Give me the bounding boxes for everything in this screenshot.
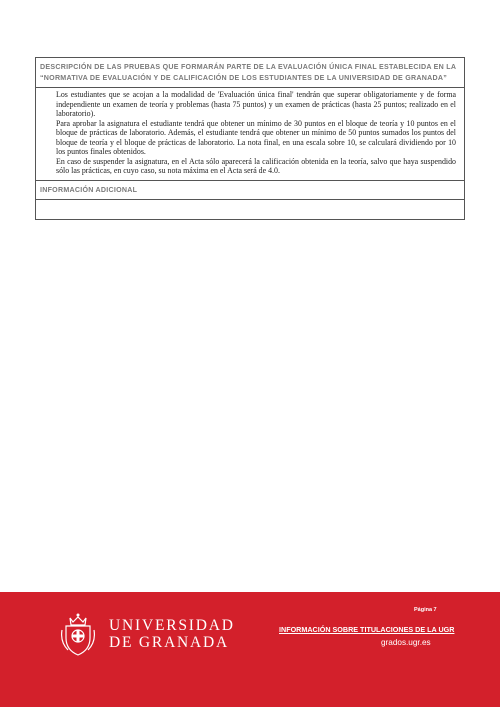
- paragraph: En caso de suspender la asignatura, en el Acta sólo aparecerá la calificación obtenida en la teoría, salvo que haya suspendido sólo las prácticas, en cuyo caso, su nota máxima en el Acta será de 4.0.: [56, 156, 456, 175]
- evaluation-description: [36, 88, 464, 180]
- paragraph: Los estudiantes que se acojan a la modalidad de 'Evaluación única final' tendrán que superar obligatoriamente y de forma independiente un examen de teoría y problemas (hasta 75 puntos) y un examen de prácticas (hasta 25 puntos; realizado en el laboratorio).: [56, 90, 456, 118]
- page-number: Página 7: [414, 607, 437, 613]
- section-heading-evaluation: DESCRIPCIÓN DE LAS PRUEBAS QUE FORMARÁN PARTE DE LA EVALUACIÓN ÚNICA FINAL ESTABLECIDA EN LA “NORMATIVA DE EVALUACIÓN Y DE CALIFICACIÓN DE LOS ESTUDIANTES DE LA UNIVERSIDAD DE GRANADA”: [40, 63, 456, 82]
- university-name-line2: DE GRANADA: [109, 634, 230, 651]
- university-name-line1: UNIVERSIDAD: [109, 617, 235, 634]
- page-footer: [0, 592, 500, 707]
- paragraph: Para aprobar la asignatura el estudiante tendrá que obtener un mínimo de 30 puntos en el bloque de teoría y 10 puntos en el bloque de prácticas de laboratorio. Además, el estudiante tendrá que obtener un mínimo de 50 puntos sumados los puntos del bloque de teoría y el bloque de prácticas de laboratorio. La nota final, en una escala sobre 10, se calculará dividiendo por 10 los puntos finales obtenidos.: [56, 118, 456, 156]
- section-evaluation-heading-row: [36, 58, 464, 88]
- evaluation-table: [35, 57, 465, 220]
- additional-info-cell: [36, 200, 464, 219]
- section-additional-heading-row: [36, 181, 464, 200]
- university-crest-icon: [58, 612, 98, 658]
- site-link[interactable]: grados.ugr.es: [381, 638, 431, 647]
- section-evaluation-body-row: [36, 88, 464, 181]
- section-heading-additional-info: INFORMACIÓN ADICIONAL: [40, 185, 138, 194]
- degrees-info-link[interactable]: INFORMACIÓN SOBRE TITULACIONES DE LA UGR: [279, 625, 455, 634]
